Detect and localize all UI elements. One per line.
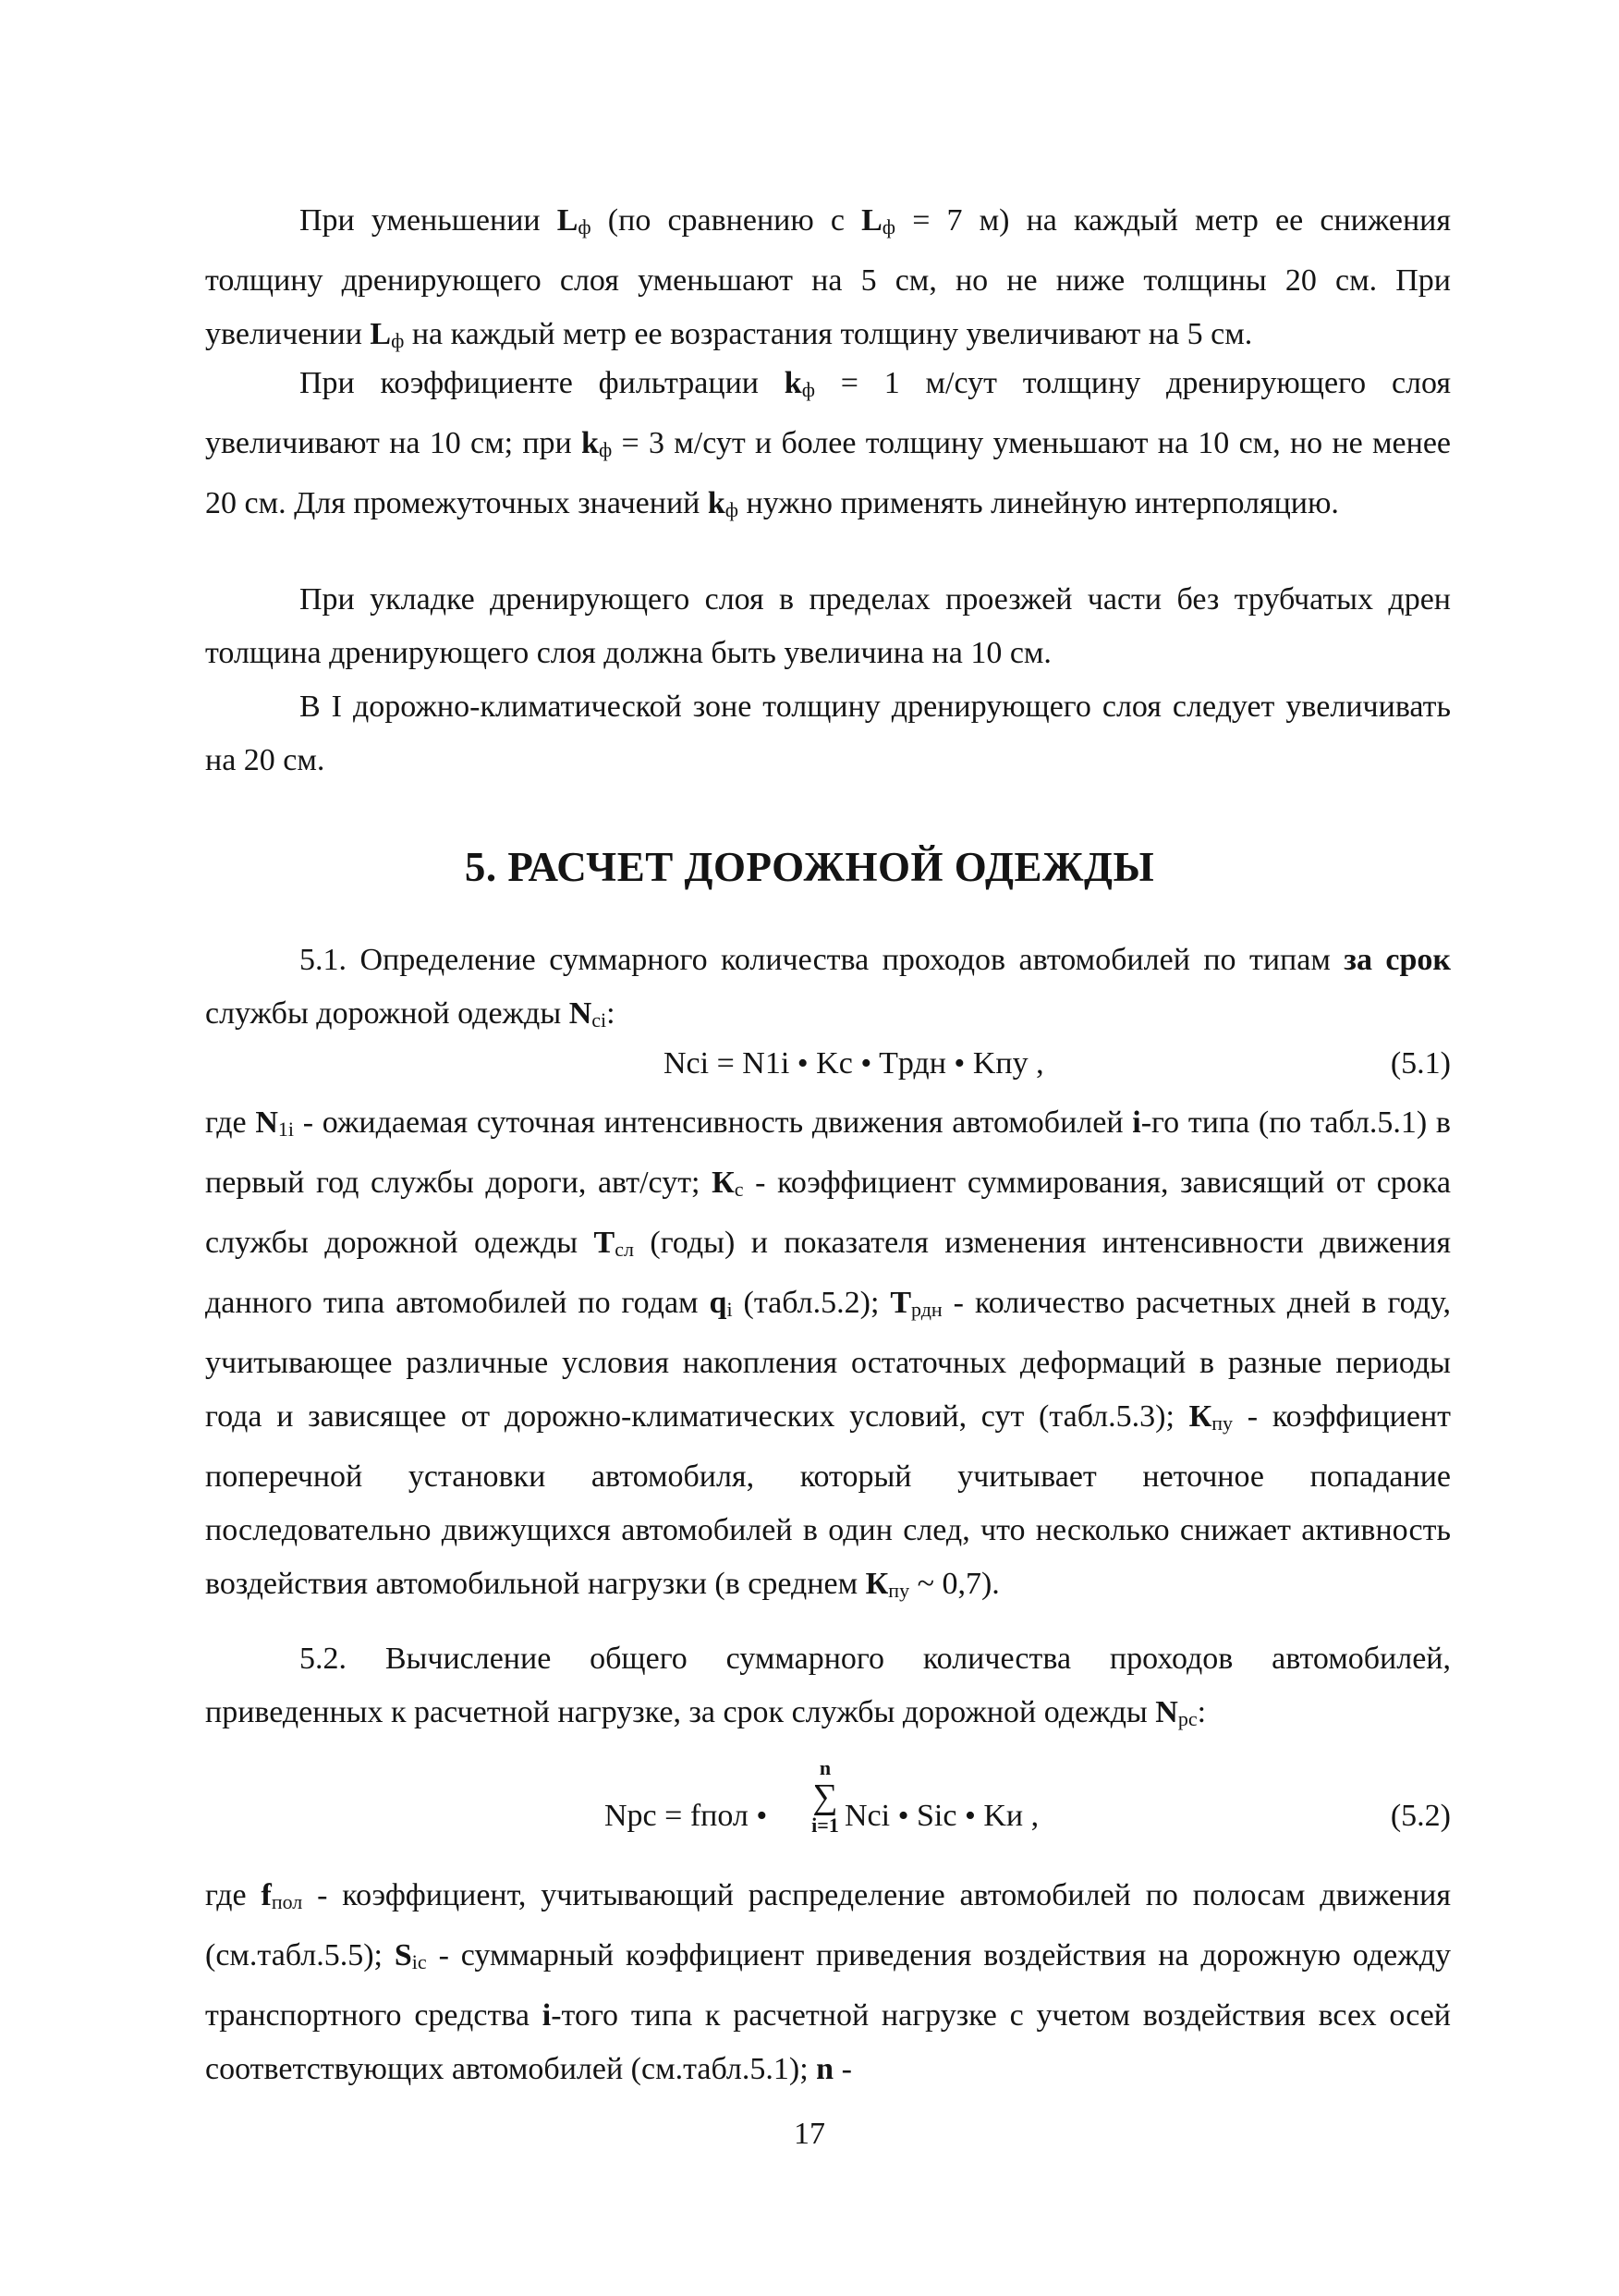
formula-5-1: Nci = N1i • Kc • Tрдн • Kпу , <box>663 1046 1044 1081</box>
paragraph-where-5-1: где $N_{1i}$ - ожидаемая суточная интенсивность движения автомобилей i-го типа (по табл.5.1) в первый год службы дороги, авт/сут; $К_с$ - коэффициент суммирования, зависящий от срока службы дорожной одежды $Т_{сл}$ (годы) и показателя изменения интенсивности движения данного типа автомобилей по годам $q_i$ (табл.5.2); $Т_{рдн}$ - количество расчетных дней в году, учитывающее различные условия накопления остаточных деформаций в разные периоды года и зависящее от дорожно-климатических условий, сут (табл.5.3); $К_{пу}$ - коэффициент поперечной установки автомобиля, который учитывает неточное попадание последовательно движущихся автомобилей в один след, что несколько снижает активность воздействия автомобильной нагрузки (в среднем $К_{пу}$ ~ 0,7). <box>205 1105 1452 1602</box>
paragraph-5-1: 5.1. Определение суммарного количества проходов автомобилей по типам за срок службы дорожной одежды $N_{ci}$: <box>205 943 1451 1032</box>
section-heading: 5. РАСЧЕТ ДОРОЖНОЙ ОДЕЖДЫ <box>464 844 1155 890</box>
equation-number-5-2: (5.2) <box>1390 1799 1451 1833</box>
formula-5-2-left: Npc = fпол • <box>604 1799 768 1833</box>
paragraph-filtration-coefficient: При коэффициенте фильтрации $k_ф = 1$ м/сут толщину дренирующего слоя увеличивают на 10 см; при $k_ф = 3$ м/сут и более толщину уменьшают на 10 см, но не менее 20 см. Для промежуточных значений $k_ф$ нужно применять линейную интерполяцию. <box>205 366 1451 521</box>
page-number: 17 <box>794 2117 825 2151</box>
paragraph-filter-length: При уменьшении $L_ф$ (по сравнению с $L_ф = 7$ м) на каждый метр ее снижения толщину дренирующего слоя уменьшают на 5 см, но не ниже толщины 20 см. При увеличении $L_ф$ на каждый метр ее возрастания толщину увеличивают на 5 см. <box>205 203 1452 352</box>
equation-number-5-1: (5.1) <box>1390 1046 1451 1081</box>
paragraph-5-2: 5.2. Вычисление общего суммарного количества проходов автомобилей, приведенных к расчетной нагрузке, за срок службы дорожной одежды $N_{pc}$: <box>205 1642 1451 1730</box>
paragraph-climate-zone: В I дорожно-климатической зоне толщину дренирующего слоя следует увеличивать на 20 см. <box>205 690 1451 777</box>
paragraph-where-5-2: где $f_{пол}$ - коэффициент, учитывающий распределение автомобилей по полосам движения (см.табл.5.5); $S_{ic}$ - суммарный коэффициент приведения воздействия на дорожную одежду транспортного средства i-того типа к расчетной нагрузке с учетом воздействия всех осей соответствующих автомобилей (см.табл.5.1); n - <box>205 1878 1451 2086</box>
summation-symbol: n ∑ i=1 <box>811 1756 839 1837</box>
formula-5-2-right: Nci • Sic • Kи , <box>845 1799 1040 1833</box>
paragraph-roadway-drain: При укладке дренирующего слоя в пределах проезжей части без трубчатых дрен толщина дренирующего слоя должна быть увеличина на 10 см. <box>205 582 1451 670</box>
